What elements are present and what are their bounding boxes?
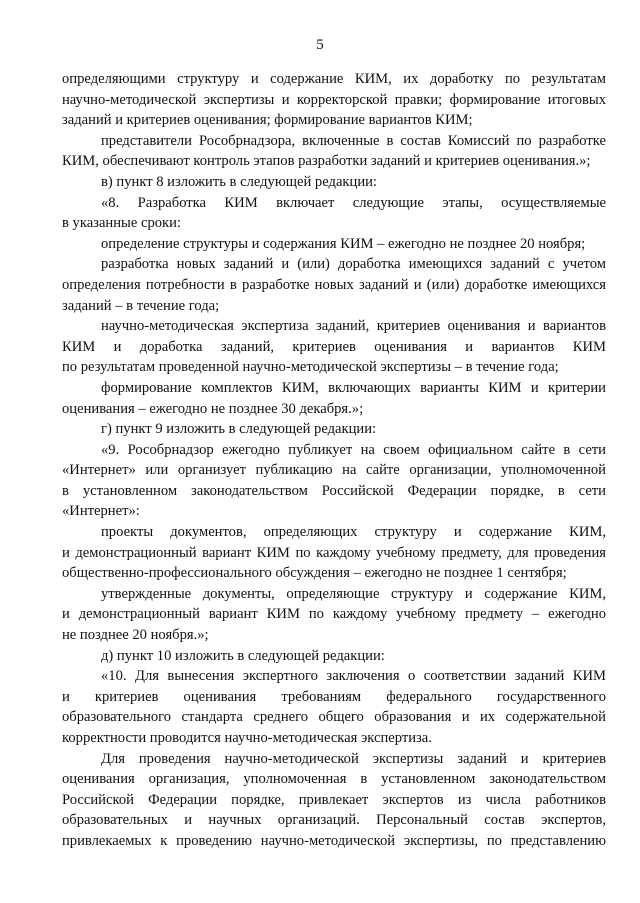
text-line: определяющими структуру и содержание КИМ, их доработку по результатам: [62, 71, 606, 87]
text-line: и демонстрационный вариант КИМ по каждому учебному предмету, для проведения: [62, 544, 606, 561]
text-line: «Интернет»:: [62, 503, 140, 520]
text-line: разработка новых заданий и (или) доработка имеющихся заданий с учетом: [101, 256, 606, 273]
text-line: по результатам проведенной научно-методической экспертизы – в течение года;: [62, 359, 559, 376]
text-line: оценивания организация, уполномоченная в установленном законодательством: [62, 771, 606, 788]
text-line: г) пункт 9 изложить в следующей редакции:: [101, 421, 377, 438]
text-line: КИМ, обеспечивают контроль этапов разработки заданий и критериев оценивания.»;: [62, 153, 591, 170]
text-line: общественно-профессионального обсуждения – ежегодно не позднее 1 сентября;: [62, 565, 567, 582]
text-line: оценивания – ежегодно не позднее 30 декабря.»;: [62, 400, 364, 417]
text-line: привлекаемых к проведению научно-методической экспертизы, по представлению: [62, 832, 606, 849]
text-line: корректности проводится научно-методическая экспертиза.: [62, 730, 432, 746]
text-line: проекты документов, определяющих структуру и содержание КИМ,: [101, 524, 606, 541]
text-line: научно-методической экспертизы и корректорской правки; формирование итоговых: [62, 91, 606, 108]
text-line: КИМ и доработка заданий, критериев оценивания и вариантов КИМ: [62, 338, 606, 355]
text-line: определения потребности в разработке новых заданий и (или) доработке имеющихся: [62, 276, 606, 293]
page-number: 5: [316, 37, 324, 53]
text-line: и демонстрационный вариант КИМ по каждому учебному предмету – ежегодно: [62, 606, 606, 623]
text-line: научно-методическая экспертиза заданий, критериев оценивания и вариантов: [101, 318, 606, 335]
text-line: заданий и критериев оценивания; формирование вариантов КИМ;: [62, 112, 473, 129]
text-line: формирование комплектов КИМ, включающих варианты КИМ и критерии: [101, 379, 606, 396]
text-line: «Интернет» или организует публикацию на сайте организации, уполномоченной: [62, 462, 606, 479]
text-line: в указанные сроки:: [62, 215, 182, 232]
text-line: в) пункт 8 изложить в следующей редакции:: [101, 173, 377, 190]
text-line: представители Рособрнадзора, включенные в состав Комиссий по разработке: [101, 132, 606, 149]
text-line: «8. Разработка КИМ включает следующие этапы, осуществляемые: [101, 194, 606, 211]
text-line: «9. Рособрнадзор ежегодно публикует на своем официальном сайте в сети: [101, 441, 606, 458]
text-line: «10. Для вынесения экспертного заключения о соответствии заданий КИМ: [101, 668, 606, 685]
text-line: Российской Федерации порядке, привлекает экспертов из числа работников: [62, 791, 606, 808]
document-body: [62, 69, 606, 852]
text-line: утвержденные документы, определяющие структуру и содержание КИМ,: [101, 585, 606, 602]
text-line: определение структуры и содержания КИМ – ежегодно не позднее 20 ноября;: [101, 235, 586, 252]
text-line: Для проведения научно-методической экспертизы заданий и критериев: [101, 750, 606, 767]
text-line: в установленном законодательством Российской Федерации порядке, в сети: [62, 482, 606, 499]
text-line: д) пункт 10 изложить в следующей редакции:: [101, 647, 385, 664]
text-line: заданий – в течение года;: [62, 297, 220, 314]
text-line: не позднее 20 ноября.»;: [62, 627, 209, 644]
text-line: образовательных и научных организаций. Персональный состав экспертов,: [62, 812, 606, 829]
text-line: и критериев оценивания требованиям федерального государственного: [62, 688, 606, 705]
text-line: образовательного стандарта среднего общего образования и их содержательной: [62, 709, 606, 726]
